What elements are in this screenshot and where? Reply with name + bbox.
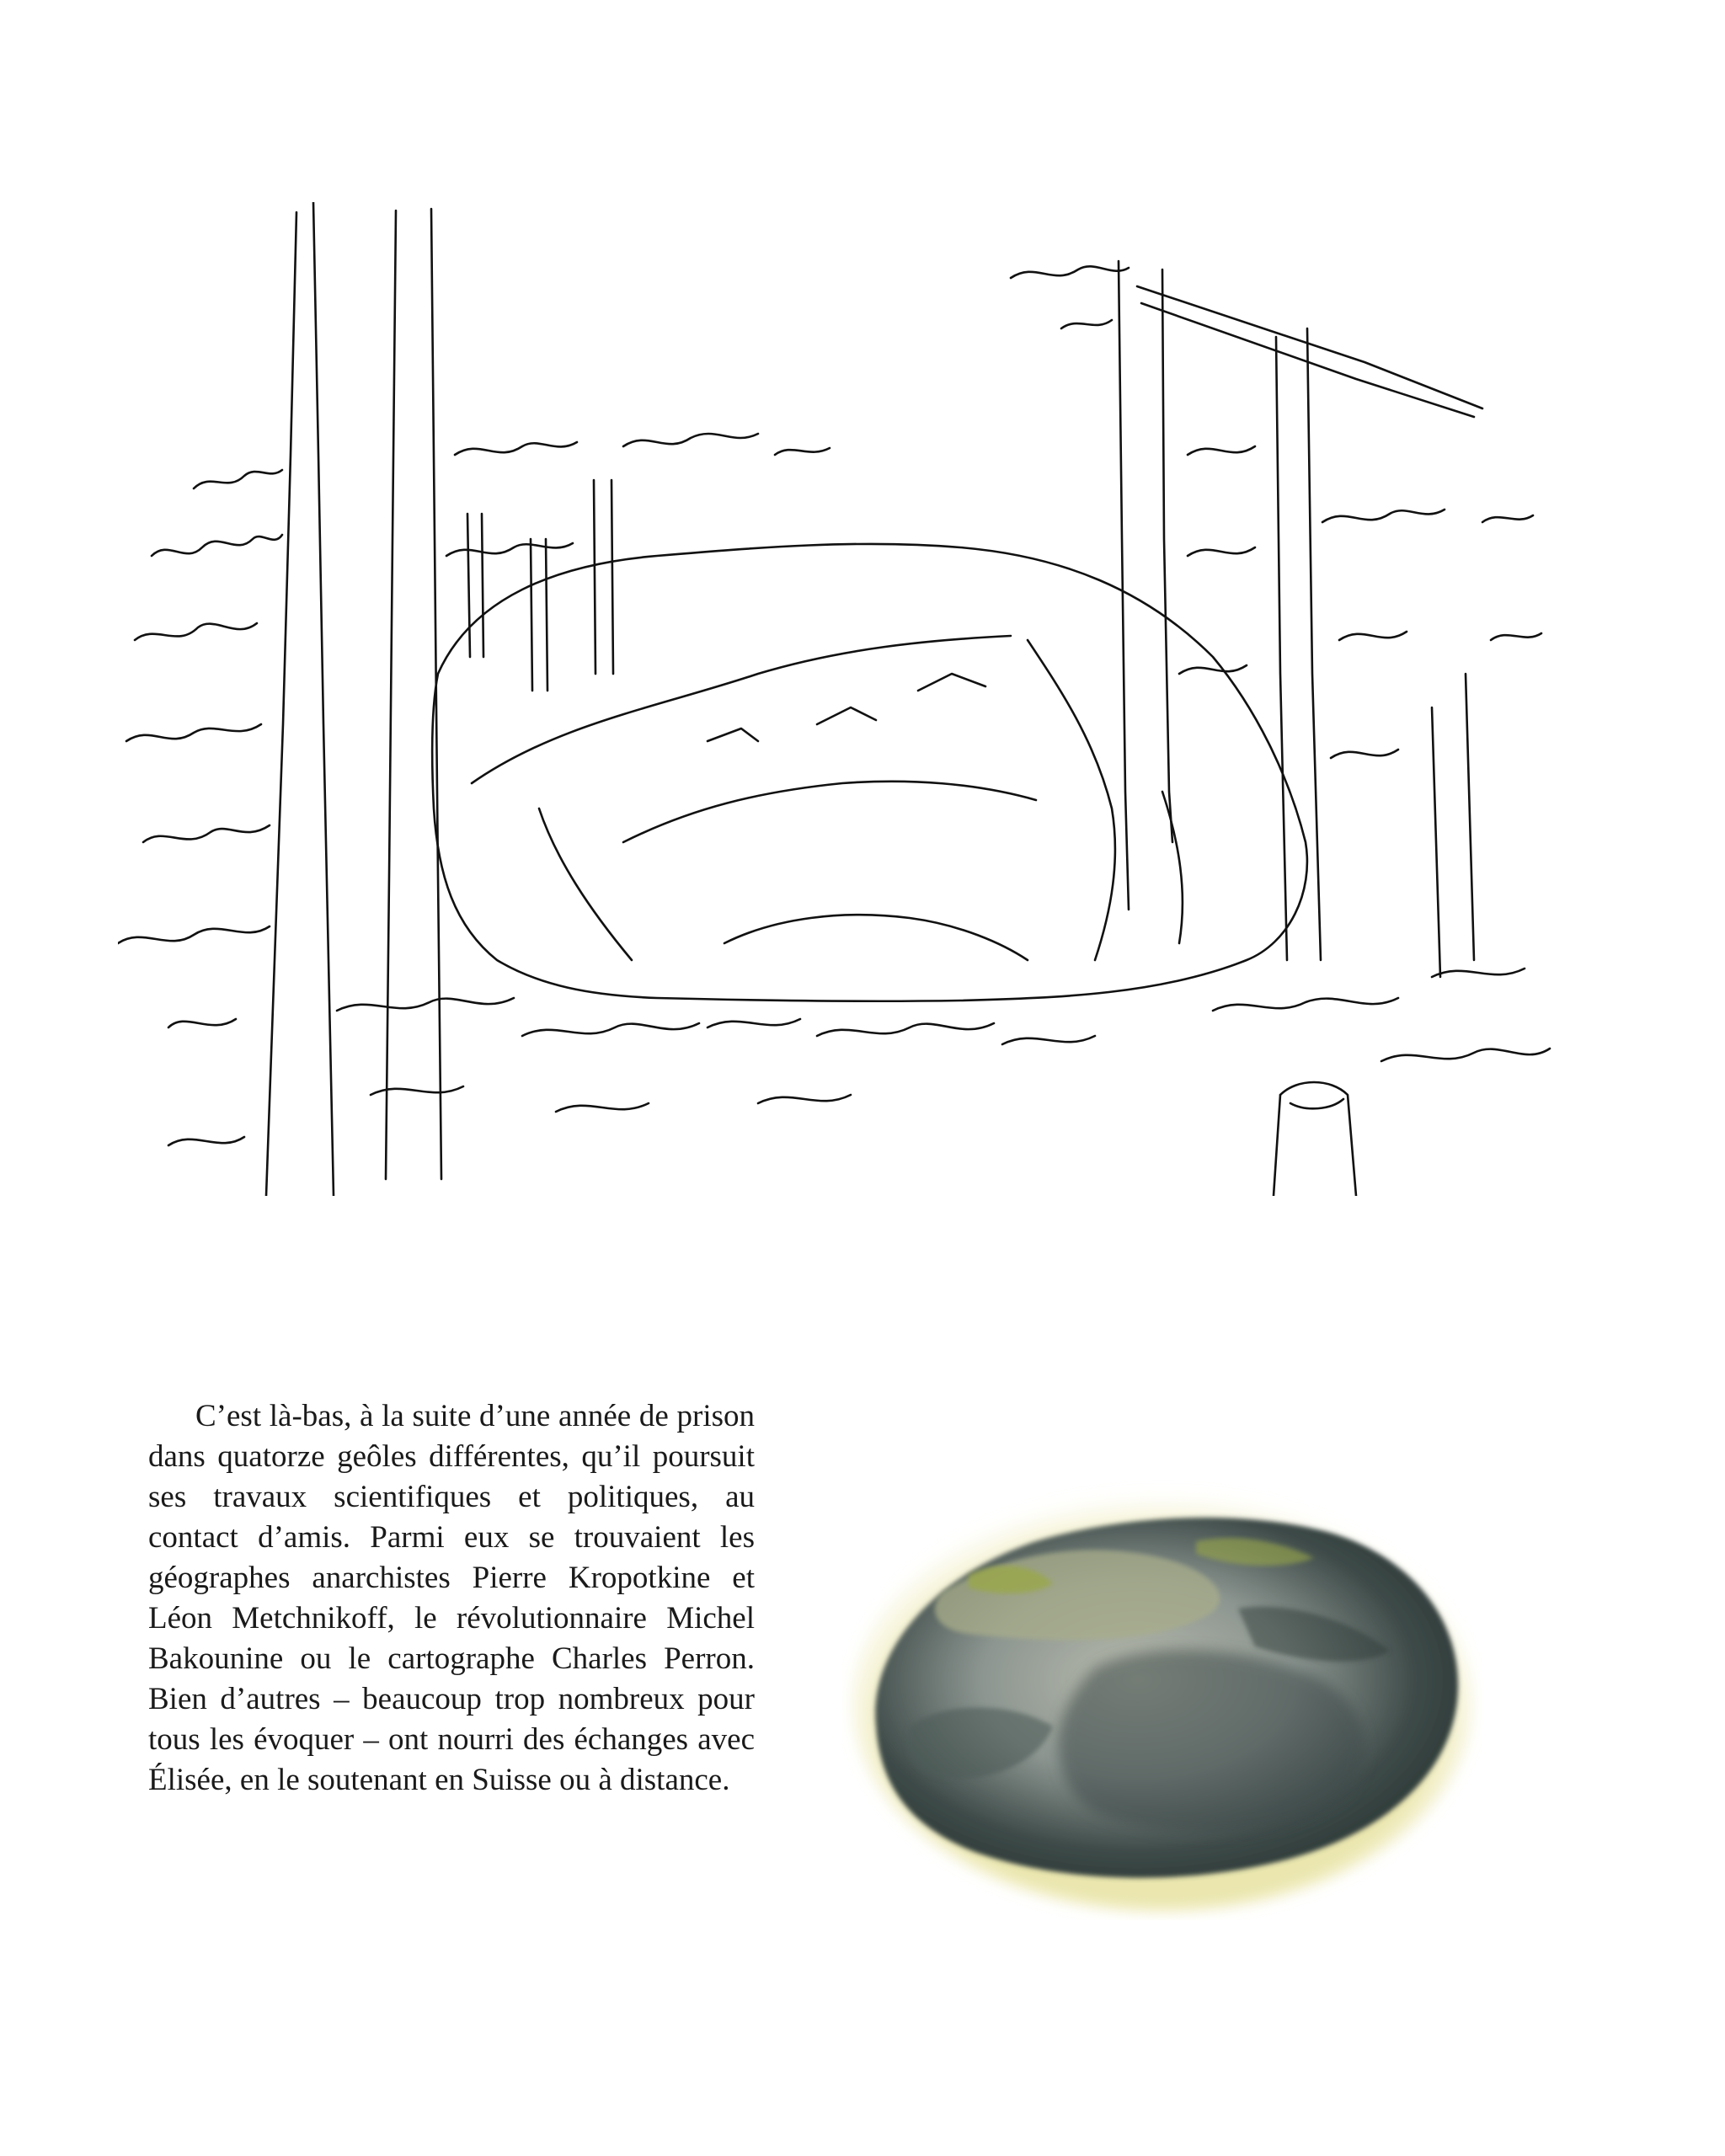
watercolor-stone-illustration	[842, 1449, 1482, 1920]
forest-boulder-illustration	[118, 202, 1600, 1196]
body-paragraph: C’est là-bas, à la suite d’une année de prison dans quatorze geôles différentes, qu’il poursuit ses travaux scientifiques et politiques, au contact d’amis. Parmi eux se trouvaient les géographes anarchistes Pierre Kropotkine et Léon Metchnikoff, le révolutionnaire Michel Bakounine ou le cartographe Charles Perron. Bien d’autres – beaucoup trop nombreux pour tous les évoquer – ont nourri des échanges avec Élisée, en le soutenant en Suisse ou à distance.	[148, 1399, 755, 1797]
